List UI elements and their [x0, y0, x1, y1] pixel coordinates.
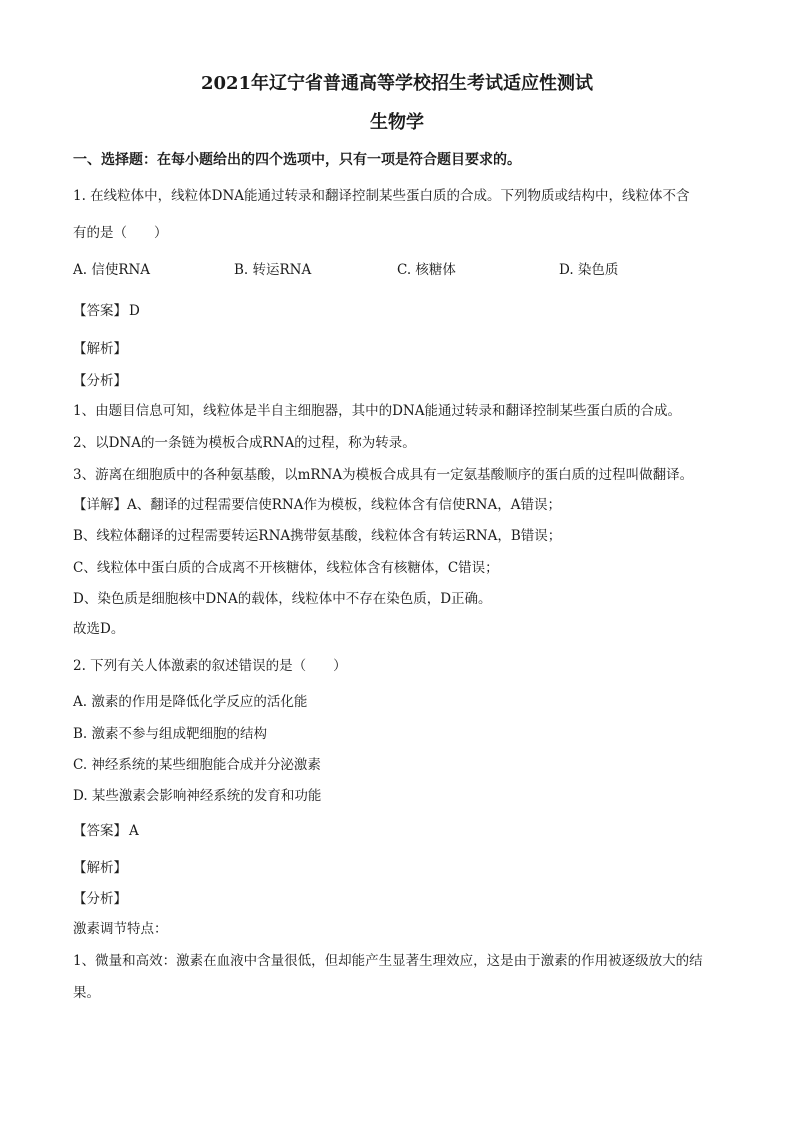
- q1-detail-text-a: A、翻译的过程需要信使RNA作为模板，线粒体含有信使RNA，A错误；: [127, 497, 561, 513]
- section-heading: 一、选择题：在每小题给出的四个选项中，只有一项是符合题目要求的。: [73, 152, 521, 168]
- q1-detail-line-1: [73, 496, 561, 514]
- q2-stem: 2. 下列有关人体激素的叙述错误的是（ ）: [73, 658, 347, 674]
- q1-fenxi-line-3: 3、游离在细胞质中的各种氨基酸，以mRNA为模板合成具有一定氨基酸顺序的蛋白质的过程叫做翻译。: [73, 467, 694, 483]
- q2-answer: [73, 822, 139, 840]
- q2-fenxi-line-1: 1、微量和高效：激素在血液中含量很低，但却能产生显著生理效应，这是由于激素的作用被逐级放大的结: [73, 953, 703, 969]
- q1-option-b: B. 转运RNA: [234, 262, 312, 278]
- q1-stem-line2: 有的是（ ）: [73, 225, 168, 241]
- q1-option-d: D. 染色质: [559, 262, 619, 278]
- q2-answer-label: 【答案】: [73, 823, 127, 839]
- q1-analysis-label: 【解析】: [73, 341, 127, 357]
- q1-conclusion: 故选D。: [73, 621, 125, 637]
- q2-fenxi-label: 【分析】: [73, 891, 127, 907]
- q1-answer-value: D: [129, 303, 140, 319]
- q1-detail-line-4: D、染色质是细胞核中DNA的载体，线粒体中不存在染色质，D正确。: [73, 591, 492, 607]
- q2-option-d: D. 某些激素会影响神经系统的发育和功能: [73, 788, 322, 804]
- q1-fenxi-label: 【分析】: [73, 373, 127, 389]
- q2-analysis-label: 【解析】: [73, 860, 127, 876]
- q1-detail-line-2: B、线粒体翻译的过程需要转运RNA携带氨基酸，线粒体含有转运RNA，B错误；: [73, 528, 562, 544]
- q1-answer: [73, 302, 140, 320]
- q2-fenxi-intro: 激素调节特点：: [73, 921, 168, 937]
- q1-stem-line1: 1. 在线粒体中，线粒体DNA能通过转录和翻译控制某些蛋白质的合成。下列物质或结构中，线粒体不含: [73, 188, 690, 204]
- q2-option-c: C. 神经系统的某些细胞能合成并分泌激素: [73, 757, 321, 773]
- q1-option-c: C. 核糖体: [397, 262, 456, 278]
- q2-fenxi-line-2: 果。: [73, 985, 100, 1001]
- q2-option-b: B. 激素不参与组成靶细胞的结构: [73, 726, 268, 742]
- q2-answer-value: A: [129, 823, 139, 839]
- q1-detail-line-3: C、线粒体中蛋白质的合成离不开核糖体，线粒体含有核糖体，C错误；: [73, 560, 499, 576]
- page-title: 2021年辽宁省普通高等学校招生考试适应性测试: [200, 73, 594, 94]
- q2-option-a: A. 激素的作用是降低化学反应的活化能: [73, 694, 308, 710]
- q1-detail-label: 【详解】: [73, 497, 127, 513]
- q1-fenxi-line-1: 1、由题目信息可知，线粒体是半自主细胞器，其中的DNA能通过转录和翻译控制某些蛋白质的合成。: [73, 403, 681, 419]
- q1-answer-label: 【答案】: [73, 303, 127, 319]
- q1-fenxi-line-2: 2、以DNA的一条链为模板合成RNA的过程，称为转录。: [73, 435, 416, 451]
- subject-title: 生物学: [370, 112, 424, 133]
- q1-option-a: A. 信使RNA: [73, 262, 151, 278]
